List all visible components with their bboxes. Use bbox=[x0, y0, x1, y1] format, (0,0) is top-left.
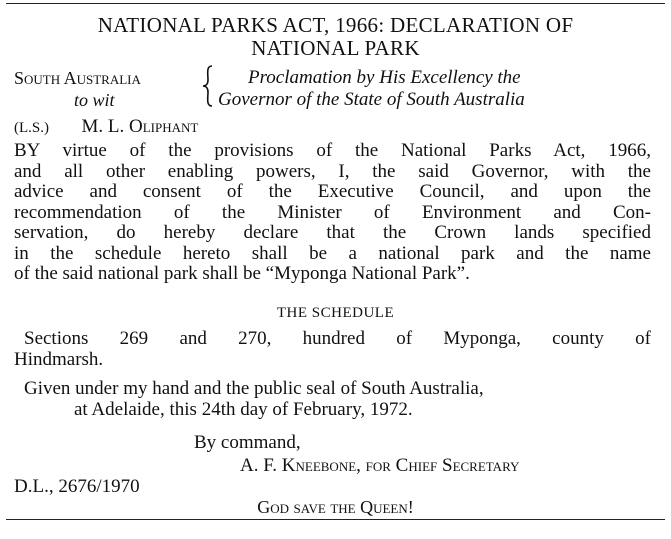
top-rule bbox=[6, 3, 665, 4]
reference-number: D.L., 2676/1970 bbox=[14, 476, 140, 497]
given-line-1: Given under my hand and the public seal of South Australia, bbox=[24, 378, 484, 399]
body-line: advice and consent of the Executive Council, and upon the bbox=[14, 181, 651, 202]
proclamation-body bbox=[14, 141, 651, 285]
proclamation-line-2: Governor of the State of South Australia bbox=[218, 89, 525, 110]
by-command: By command, bbox=[194, 432, 301, 453]
governor-name: M. L. Oliphant bbox=[81, 116, 199, 137]
body-line: recommendation of the Minister of Environment and Con- bbox=[14, 201, 651, 223]
brace-icon bbox=[200, 64, 216, 112]
schedule-line: Sections 269 and 270, hundred of Myponga, county of bbox=[24, 328, 651, 349]
schedule-line: Hindmarsh. bbox=[14, 348, 104, 370]
title-line-1: NATIONAL PARKS ACT, 1966: DECLARATION OF bbox=[97, 13, 574, 37]
body-line: of the said national park shall be “Myponga National Park”. bbox=[14, 263, 470, 284]
bottom-rule bbox=[6, 519, 665, 520]
body-line: and all other enabling powers, I, the said Governor, with the bbox=[14, 160, 651, 182]
jurisdiction-block bbox=[14, 67, 204, 111]
given-line-2: at Adelaide, this 24th day of February, 1972. bbox=[74, 398, 413, 420]
proclamation-line-1: Proclamation by His Excellency the bbox=[248, 67, 521, 88]
brace-svg bbox=[200, 64, 216, 108]
seal-line bbox=[14, 116, 198, 138]
body-line: in the schedule hereto shall be a national park and the name bbox=[14, 242, 651, 264]
ls-mark: (L.S.) bbox=[14, 120, 49, 136]
schedule-text bbox=[14, 329, 651, 370]
body-line: servation, do hereby declare that the Crown lands specified bbox=[14, 222, 651, 243]
proclamation-heading bbox=[218, 67, 525, 111]
to-wit: to wit bbox=[74, 90, 115, 110]
given-under-hand bbox=[14, 379, 651, 420]
schedule-heading: THE SCHEDULE bbox=[276, 305, 395, 321]
title-line-2: NATIONAL PARK bbox=[251, 36, 420, 60]
page-title bbox=[0, 14, 671, 60]
signer: A. F. Kneebone, for Chief Secretary bbox=[240, 455, 520, 476]
closing-line: God save the Queen! bbox=[257, 497, 414, 517]
state-name: South Australia bbox=[14, 68, 141, 88]
body-line: BY virtue of the provisions of the National Parks Act, 1966, bbox=[14, 140, 651, 161]
